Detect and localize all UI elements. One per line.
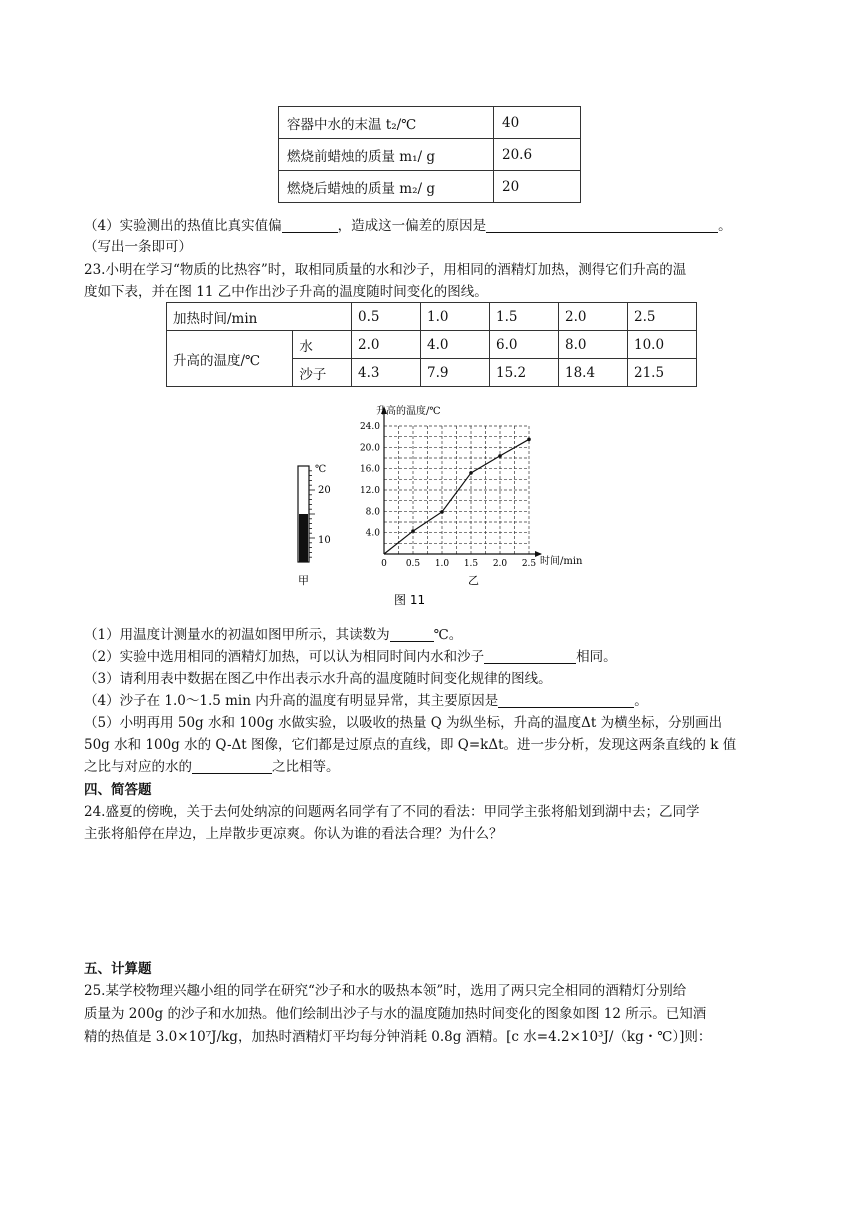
- q23-5: （5）小明再用 50g 水和 100g 水做实验，以吸收的热量 Q 为纵坐标，升高的温度Δt 为横坐标，分别画出: [84, 715, 723, 731]
- table-cell: 40: [494, 107, 581, 139]
- thermometer-tick-label: 20: [318, 485, 331, 496]
- q23-2: [84, 645, 617, 665]
- q23-5: [84, 755, 340, 775]
- q23-5: 50g 水和 100g 水的 Q-Δt 图像，它们都是过原点的直线，即 Q=kΔt。进一步分析，发现这两条直线的 k 值: [84, 737, 737, 753]
- answer-blank[interactable]: [390, 627, 434, 642]
- text: 之比相等。: [272, 759, 340, 775]
- table-cell: 20: [494, 171, 581, 203]
- table-row: [279, 171, 581, 203]
- q25-stem: 25.某学校物理兴趣小组的同学在研究“沙子和水的吸热本领”时，选用了两只完全相同的酒精灯分别给: [84, 983, 687, 999]
- table-row: [167, 303, 697, 331]
- x-tick-label: 1.5: [463, 559, 479, 569]
- text: （4）实验测出的热值比真实值偏: [84, 218, 282, 234]
- x-tick-label: 2.0: [492, 559, 508, 569]
- table-cell: 10.0: [628, 331, 697, 359]
- x-tick-label: 0.5: [405, 559, 421, 569]
- thermometer-jia: [298, 464, 331, 587]
- y-tick-label: 8.0: [365, 507, 380, 518]
- q23-3: （3）请利用表中数据在图乙中作出表示水升高的温度随时间变化规律的图线。: [84, 671, 552, 687]
- answer-blank[interactable]: [484, 649, 576, 664]
- text: （写出一条即可）: [84, 239, 192, 255]
- x-tick-label: 2.5: [521, 559, 537, 569]
- section-title: 五、计算题: [84, 961, 152, 977]
- table-row: [279, 139, 581, 171]
- x-axis-label: 时间/min: [540, 556, 583, 567]
- table-cell: 燃烧后蜡烛的质量 m₂/ g: [279, 171, 494, 203]
- table-cell: 6.0: [490, 331, 559, 359]
- table-cell: 0.5: [352, 303, 421, 331]
- table-cell: 2.5: [628, 303, 697, 331]
- text: ，造成这一偏差的原因是: [337, 218, 487, 234]
- figure-caption: 图 11: [394, 593, 426, 607]
- figure-11: [290, 402, 590, 614]
- x-tick-label: 1.0: [434, 559, 450, 569]
- data-point: [527, 438, 531, 442]
- q23-1: [84, 623, 462, 643]
- table-cell: 1.0: [421, 303, 490, 331]
- q24-stem: 24.盛夏的傍晚，关于去何处纳凉的问题两名同学有了不同的看法：甲同学主张将船划到湖中去；乙同学: [84, 804, 700, 820]
- x-tick-label: 0: [381, 559, 387, 569]
- q23-stem: 23.小明在学习“物质的比热容”时，取相同质量的水和沙子，用相同的酒精灯加热，测得它们升高的温: [84, 262, 687, 278]
- q24-stem: 主张将船停在岸边，上岸散步更凉爽。你认为谁的看法合理？为什么？: [84, 826, 503, 842]
- table-cell: 20.6: [494, 139, 581, 171]
- table-row: [167, 331, 697, 359]
- table-cell: 燃烧前蜡烛的质量 m₁/ g: [279, 139, 494, 171]
- text: 。: [718, 218, 732, 234]
- answer-blank[interactable]: [192, 759, 272, 774]
- q22-4-line: [84, 214, 732, 234]
- text: 。: [634, 693, 648, 709]
- y-tick-label: 24.0: [359, 422, 380, 432]
- table-cell: 15.2: [490, 359, 559, 387]
- thermometer-tick-label: 10: [318, 535, 331, 546]
- text: （4）沙子在 1.0～1.5 min 内升高的温度有明显异常，其主要原因是: [84, 693, 499, 709]
- text: （1）用温度计测量水的初温如图甲所示，其读数为: [84, 627, 390, 643]
- thermometer-unit: ℃: [315, 464, 327, 475]
- label-yi: 乙: [468, 574, 479, 587]
- answer-blank[interactable]: [486, 218, 718, 233]
- data-point: [498, 454, 502, 458]
- answer-blank[interactable]: [282, 218, 338, 233]
- data-point: [440, 510, 444, 514]
- text: （2）实验中选用相同的酒精灯加热，可以认为相同时间内水和沙子: [84, 649, 485, 665]
- y-axis-label: 升高的温度/℃: [376, 406, 441, 417]
- table-header: 水: [293, 331, 352, 359]
- table-cell: 4.3: [352, 359, 421, 387]
- data-point: [469, 471, 473, 475]
- section-title: 四、简答题: [84, 782, 152, 798]
- table-header: 沙子: [293, 359, 352, 387]
- y-tick-label: 16.0: [359, 464, 380, 475]
- label-jia: 甲: [298, 574, 309, 587]
- q23-stem: 度如下表，并在图 11 乙中作出沙子升高的温度随时间变化的图线。: [84, 284, 488, 300]
- thermometer-liquid: [299, 514, 308, 562]
- text: 之比与对应的水的: [84, 759, 192, 775]
- y-tick-label: 4.0: [365, 528, 380, 539]
- chart-yi: [360, 406, 542, 569]
- text: ℃。: [433, 627, 463, 643]
- text: 相同。: [576, 649, 617, 665]
- table-cell: 容器中水的末温 t₂/℃: [279, 107, 494, 139]
- table-cell: 2.0: [559, 303, 628, 331]
- q23-4: [84, 689, 648, 709]
- table-header: 升高的温度/℃: [167, 331, 293, 387]
- table-cell: 21.5: [628, 359, 697, 387]
- answer-blank[interactable]: [498, 693, 634, 708]
- table-cell: 1.5: [490, 303, 559, 331]
- table-row: [279, 107, 581, 139]
- q25-stem: 质量为 200g 的沙子和水加热。他们绘制出沙子与水的温度随加热时间变化的图象如图 12 所示。已知酒: [84, 1006, 707, 1022]
- data-point: [411, 529, 415, 533]
- table-cell: 18.4: [559, 359, 628, 387]
- table-header: 加热时间/min: [167, 303, 352, 331]
- table-cell: 8.0: [559, 331, 628, 359]
- y-tick-label: 20.0: [359, 443, 380, 454]
- table-cell: 7.9: [421, 359, 490, 387]
- y-tick-label: 12.0: [359, 486, 380, 496]
- table-cell: 4.0: [421, 331, 490, 359]
- table-cell: 2.0: [352, 331, 421, 359]
- temperature-table: [166, 302, 697, 387]
- measurement-table: [278, 106, 581, 203]
- q25-stem: 精的热值是 3.0×10⁷J/kg，加热时酒精灯平均每分钟消耗 0.8g 酒精。[c 水=4.2×10³J/（kg・℃）]则：: [84, 1029, 712, 1045]
